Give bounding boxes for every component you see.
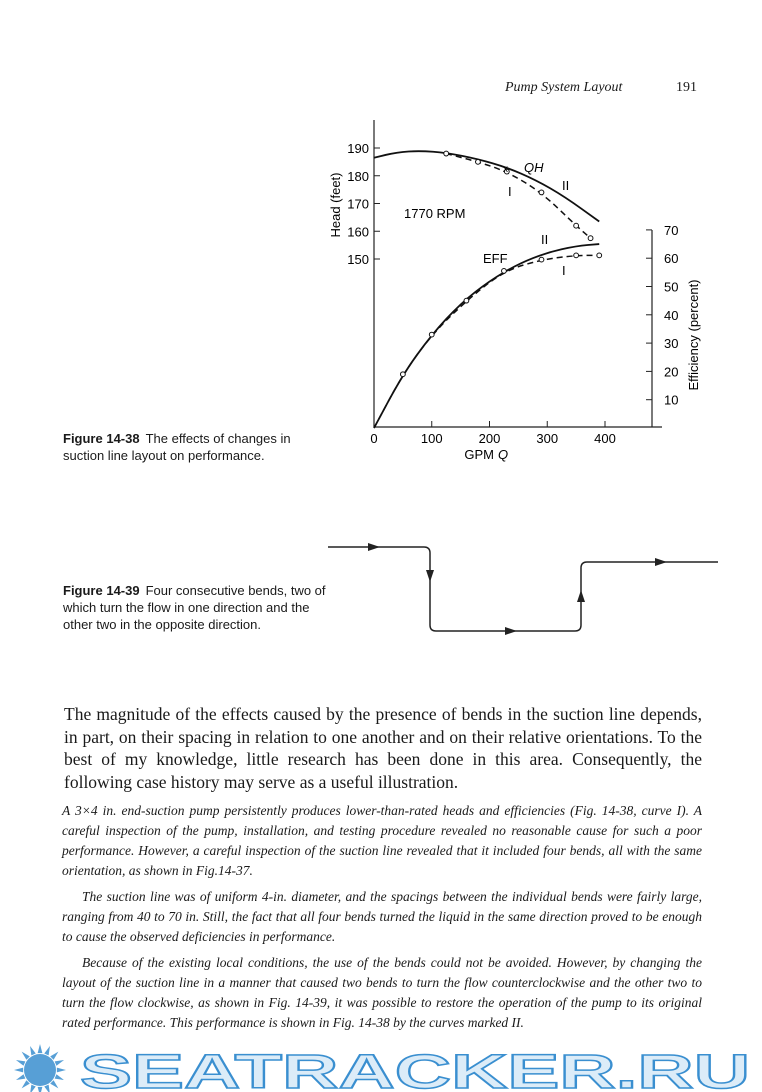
svg-text:SEATRACKER.RU: SEATRACKER.RU — [80, 1046, 750, 1092]
sun-ray — [38, 1044, 43, 1053]
sun-ray — [38, 1087, 43, 1092]
sun-icon — [14, 1044, 66, 1092]
figure-14-38-caption — [63, 430, 333, 464]
head-tick-label: 180 — [347, 168, 369, 184]
sun-ray — [16, 1074, 25, 1080]
body-text — [62, 703, 702, 1039]
sun-ray — [55, 1074, 64, 1080]
flow-arrow — [505, 627, 517, 635]
figure-label: Figure 14-39 — [63, 583, 140, 598]
sun-ray — [22, 1080, 30, 1088]
rpm-label: 1770 RPM — [404, 206, 466, 221]
head-tick-label: 160 — [347, 224, 369, 240]
data-point — [539, 257, 544, 262]
x-tick-label: 100 — [420, 431, 443, 446]
figure-14-39-caption — [63, 582, 333, 633]
eff-label: EFF — [483, 251, 508, 266]
sun-ray — [55, 1060, 64, 1066]
running-title: Pump System Layout — [505, 80, 623, 95]
flow-arrow — [368, 543, 380, 551]
eff-curve-I-label: I — [562, 263, 566, 278]
bends-diagram — [320, 530, 740, 650]
watermark-logo — [0, 1038, 762, 1092]
sun-ray — [44, 1085, 50, 1092]
x-tick-label: 400 — [594, 431, 616, 446]
data-point — [574, 223, 579, 228]
sun-ray — [50, 1080, 58, 1088]
body-paragraph: The magnitude of the effects caused by the presence of bends in the suction line depends, in part, on their spacing in relation to one another and on their relative orientations. To the best of my knowledge, little research has been done in this area. Consequently, the following case history may serve as a useful illustration. — [64, 704, 702, 792]
x-tick-label: 200 — [478, 431, 501, 446]
efficiency-tick-label: 40 — [664, 307, 679, 323]
head-axis-label: Head (feet) — [328, 172, 343, 238]
data-point — [444, 151, 449, 156]
efficiency-tick-label: 60 — [664, 251, 679, 267]
data-point — [502, 269, 507, 274]
efficiency-axis-label: Efficiency (percent) — [686, 279, 701, 391]
sun-ray — [14, 1068, 23, 1073]
data-point — [464, 298, 469, 303]
flow-arrow — [577, 590, 585, 602]
head-tick-label: 190 — [347, 141, 369, 156]
eff-curve-i-line — [374, 255, 599, 428]
x-axis-label: GPM — [464, 447, 494, 462]
x-axis-label-q: Q — [498, 447, 509, 462]
sun-ray — [57, 1068, 66, 1073]
efficiency-tick-label: 10 — [664, 392, 679, 408]
case-history-paragraph-3: Because of the existing local conditions, the use of the bends could not be avoided. However, by changing the layout of the suction line in a manner that caused two bends to turn the flow counterclockwise and the other two to turn the flow clockwise, as shown in Fig. 14-39, it was possible to restore the operation of the pump to its original rated performance. This performance is shown in Fig. 14-38 by the curves marked II. — [62, 955, 702, 1030]
sun-ray — [44, 1046, 50, 1055]
performance-chart — [0, 0, 762, 480]
page-number: 191 — [676, 80, 697, 95]
head-tick-label: 150 — [347, 252, 369, 267]
sun-ray — [22, 1052, 30, 1060]
flow-arrow — [655, 558, 667, 566]
x-marker: x — [503, 164, 508, 175]
sun-ray — [50, 1052, 58, 1060]
qh-label: QH — [524, 160, 544, 175]
qh-curve-II-label: II — [562, 178, 570, 193]
efficiency-tick-label: 30 — [664, 336, 679, 352]
data-point — [539, 190, 544, 195]
efficiency-tick-label: 20 — [664, 364, 679, 380]
x-tick-label: 0 — [370, 431, 378, 446]
x-tick-label: 300 — [536, 431, 559, 446]
data-point — [588, 236, 593, 241]
sun-ray — [30, 1085, 36, 1092]
sun-ray — [30, 1046, 36, 1055]
flow-arrow — [426, 570, 434, 582]
qh-curve-i-line — [446, 154, 590, 239]
data-point — [597, 253, 602, 258]
data-point — [574, 253, 579, 258]
case-history-paragraph-1: A 3×4 in. end-suction pump persistently produces lower-than-rated heads and efficiencies (Fig. 14-38, curve I). A careful inspection of the pump, installation, and testing procedure revealed no reasonable cause for such a poor performance. However, a careful inspection of the suction line revealed that it included four bends, all with the same orientation, as shown in Fig.14-37. — [62, 803, 702, 878]
data-point — [400, 372, 405, 377]
head-tick-label: 170 — [347, 196, 369, 212]
figure-label: Figure 14-38 — [63, 431, 140, 446]
caption-text: Four consecutive bends, two of which turn the flow in one direction and the other two in the opposite direction. — [63, 583, 326, 632]
efficiency-tick-label: 50 — [664, 279, 679, 295]
qh-curve-I-label: I — [508, 184, 512, 199]
data-point — [429, 332, 434, 337]
caption-text: The effects of changes in suction line layout on performance. — [63, 431, 291, 463]
data-point — [476, 159, 481, 164]
efficiency-tick-label: 70 — [664, 222, 679, 238]
eff-curve-II-label: II — [541, 232, 549, 247]
case-history-paragraph-2: The suction line was of uniform 4-in. diameter, and the spacings between the individual bends were fairly large, ranging from 40 to 70 in. Still, the fact that all four bends turned the liquid in the same direction proved to be enough to cause the observed deficiencies in performance. — [62, 889, 702, 944]
sun-ray — [16, 1060, 25, 1066]
